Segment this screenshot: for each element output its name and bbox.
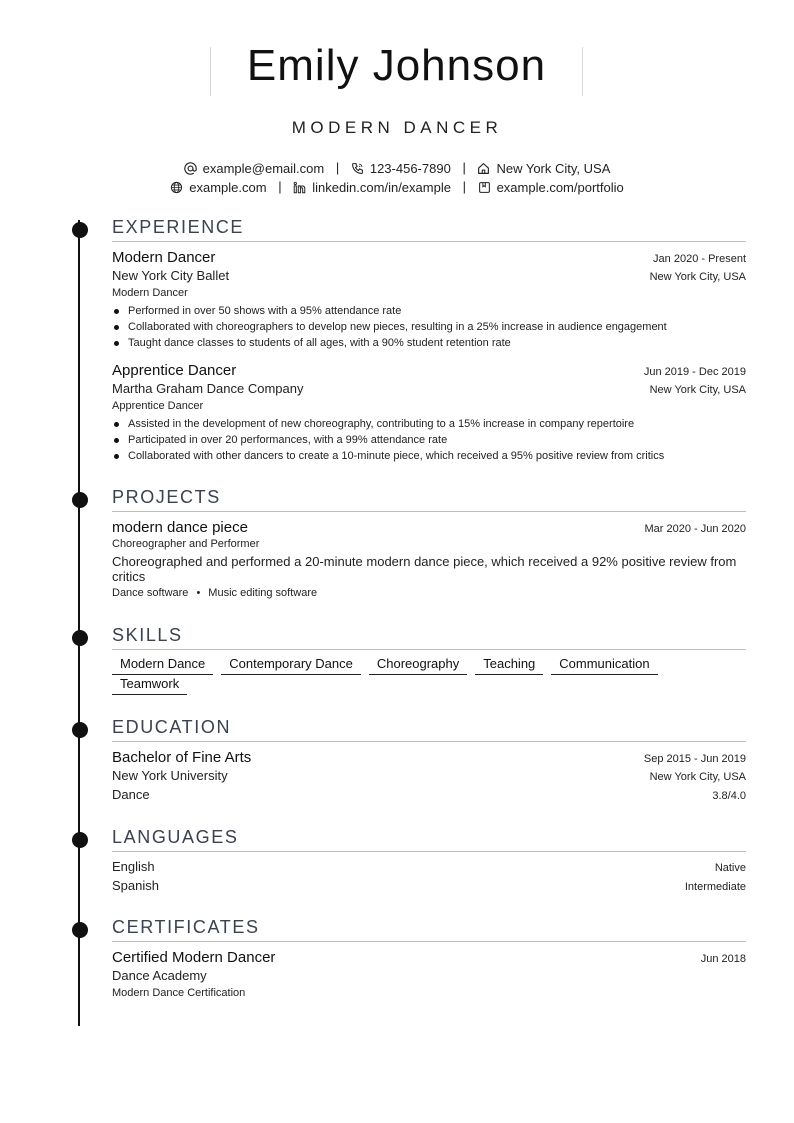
list-item: Performed in over 50 shows with a 95% attendance rate bbox=[112, 303, 746, 319]
location-contact bbox=[477, 161, 610, 176]
certificate-name: Certified Modern Dancer bbox=[112, 949, 276, 966]
experience-section bbox=[112, 216, 746, 464]
phone-text: 123-456-7890 bbox=[369, 161, 451, 177]
position-title: Apprentice Dancer bbox=[112, 362, 237, 379]
role-label: Modern Dancer bbox=[112, 287, 188, 299]
skill-tag: Teaching bbox=[475, 655, 543, 675]
contact-row-primary bbox=[0, 160, 794, 176]
certificates-section bbox=[112, 916, 746, 999]
list-item: Collaborated with other dancers to create a 10-minute piece, which received a 95% positive review from critics bbox=[112, 448, 746, 464]
language-row bbox=[112, 878, 746, 897]
portfolio-icon bbox=[478, 181, 491, 194]
tool-item: Music editing software bbox=[208, 587, 318, 599]
job-title: MODERN DANCER bbox=[291, 118, 503, 137]
location: New York City, USA bbox=[649, 771, 746, 783]
list-item: Participated in over 20 performances, with a 99% attendance rate bbox=[112, 432, 746, 448]
website-contact[interactable] bbox=[170, 180, 266, 195]
location: New York City, USA bbox=[649, 271, 746, 283]
language-level: Native bbox=[714, 862, 746, 874]
at-icon bbox=[184, 162, 197, 175]
language-row bbox=[112, 859, 746, 878]
list-item: Collaborated with choreographers to develop new pieces, resulting in a 25% increase in audience engagement bbox=[112, 319, 746, 335]
skill-tag: Modern Dance bbox=[112, 655, 213, 675]
phone-contact[interactable] bbox=[351, 161, 451, 176]
portfolio-text: example.com/portfolio bbox=[496, 180, 624, 196]
separator: | bbox=[335, 160, 340, 175]
linkedin-contact[interactable] bbox=[293, 180, 451, 195]
list-item: Assisted in the development of new choreography, contributing to a 15% increase in company repertoire bbox=[112, 416, 746, 432]
experience-entry bbox=[112, 362, 746, 464]
tool-separator: • bbox=[196, 587, 201, 599]
certificate-date: Jun 2018 bbox=[700, 953, 746, 965]
section-title: EXPERIENCE bbox=[112, 216, 746, 242]
contact-row-secondary bbox=[0, 179, 794, 195]
achievement-list bbox=[112, 416, 746, 464]
skills-section bbox=[112, 624, 746, 695]
degree-name: Bachelor of Fine Arts bbox=[112, 749, 252, 766]
portfolio-contact[interactable] bbox=[478, 180, 624, 195]
separator: | bbox=[462, 160, 466, 175]
skill-tag: Choreography bbox=[369, 655, 467, 675]
education-entry bbox=[112, 749, 746, 806]
projects-section bbox=[112, 486, 746, 599]
language-name: English bbox=[112, 859, 155, 874]
section-title: PROJECTS bbox=[112, 486, 746, 512]
gpa: 3.8/4.0 bbox=[712, 790, 746, 802]
skill-tag: Teamwork bbox=[112, 675, 187, 695]
name-box bbox=[210, 41, 583, 96]
phone-icon bbox=[351, 162, 364, 175]
list-item: Taught dance classes to students of all ages, with a 90% student retention rate bbox=[112, 335, 746, 351]
company-name: New York City Ballet bbox=[112, 268, 230, 283]
skill-tag: Contemporary Dance bbox=[221, 655, 361, 675]
section-title: SKILLS bbox=[112, 624, 746, 650]
experience-entry bbox=[112, 249, 746, 351]
project-description: Choreographed and performed a 20-minute modern dance piece, which received a 92% positive review from critics bbox=[112, 554, 737, 584]
language-name: Spanish bbox=[112, 878, 159, 893]
certificate-description: Modern Dance Certification bbox=[112, 987, 246, 999]
position-title: Modern Dancer bbox=[112, 249, 216, 266]
timeline-dot-languages bbox=[72, 832, 88, 848]
role-label: Apprentice Dancer bbox=[112, 400, 204, 412]
timeline-dot-education bbox=[72, 722, 88, 738]
section-title: CERTIFICATES bbox=[112, 916, 746, 942]
timeline-dot-skills bbox=[72, 630, 88, 646]
candidate-name: Emily Johnson bbox=[246, 41, 547, 90]
school-name: New York University bbox=[112, 768, 228, 783]
section-title: EDUCATION bbox=[112, 716, 746, 742]
language-level: Intermediate bbox=[684, 881, 746, 893]
email-contact[interactable] bbox=[184, 161, 325, 176]
date-range: Jan 2020 - Present bbox=[653, 253, 746, 265]
location-text: New York City, USA bbox=[496, 161, 611, 177]
email-text: example@email.com bbox=[202, 161, 325, 177]
section-title: LANGUAGES bbox=[112, 826, 746, 852]
linkedin-text: linkedin.com/in/example bbox=[312, 180, 451, 196]
certificate-entry bbox=[112, 949, 746, 999]
tool-item: Dance software bbox=[112, 587, 189, 599]
project-entry bbox=[112, 519, 746, 599]
date-range: Sep 2015 - Jun 2019 bbox=[643, 753, 746, 765]
skill-tag: Communication bbox=[551, 655, 657, 675]
project-tools bbox=[112, 587, 746, 599]
project-role: Choreographer and Performer bbox=[112, 538, 260, 550]
globe-icon bbox=[170, 181, 183, 194]
achievement-list bbox=[112, 303, 746, 351]
certificate-issuer: Dance Academy bbox=[112, 968, 207, 983]
skills-list bbox=[112, 655, 746, 695]
timeline-dot-experience bbox=[72, 222, 88, 238]
linkedin-icon bbox=[293, 181, 306, 194]
timeline-line bbox=[78, 220, 80, 1026]
company-name: Martha Graham Dance Company bbox=[112, 381, 304, 396]
education-section bbox=[112, 716, 746, 806]
timeline-dot-projects bbox=[72, 492, 88, 508]
language-list bbox=[112, 859, 746, 897]
languages-section bbox=[112, 826, 746, 897]
date-range: Jun 2019 - Dec 2019 bbox=[643, 366, 746, 378]
field-of-study: Dance bbox=[112, 787, 150, 802]
timeline-dot-certificates bbox=[72, 922, 88, 938]
date-range: Mar 2020 - Jun 2020 bbox=[644, 523, 746, 535]
separator: | bbox=[462, 179, 466, 194]
project-name: modern dance piece bbox=[112, 519, 248, 536]
website-text: example.com bbox=[189, 180, 267, 196]
location: New York City, USA bbox=[649, 384, 746, 396]
separator: | bbox=[278, 179, 282, 194]
home-icon bbox=[477, 162, 490, 175]
